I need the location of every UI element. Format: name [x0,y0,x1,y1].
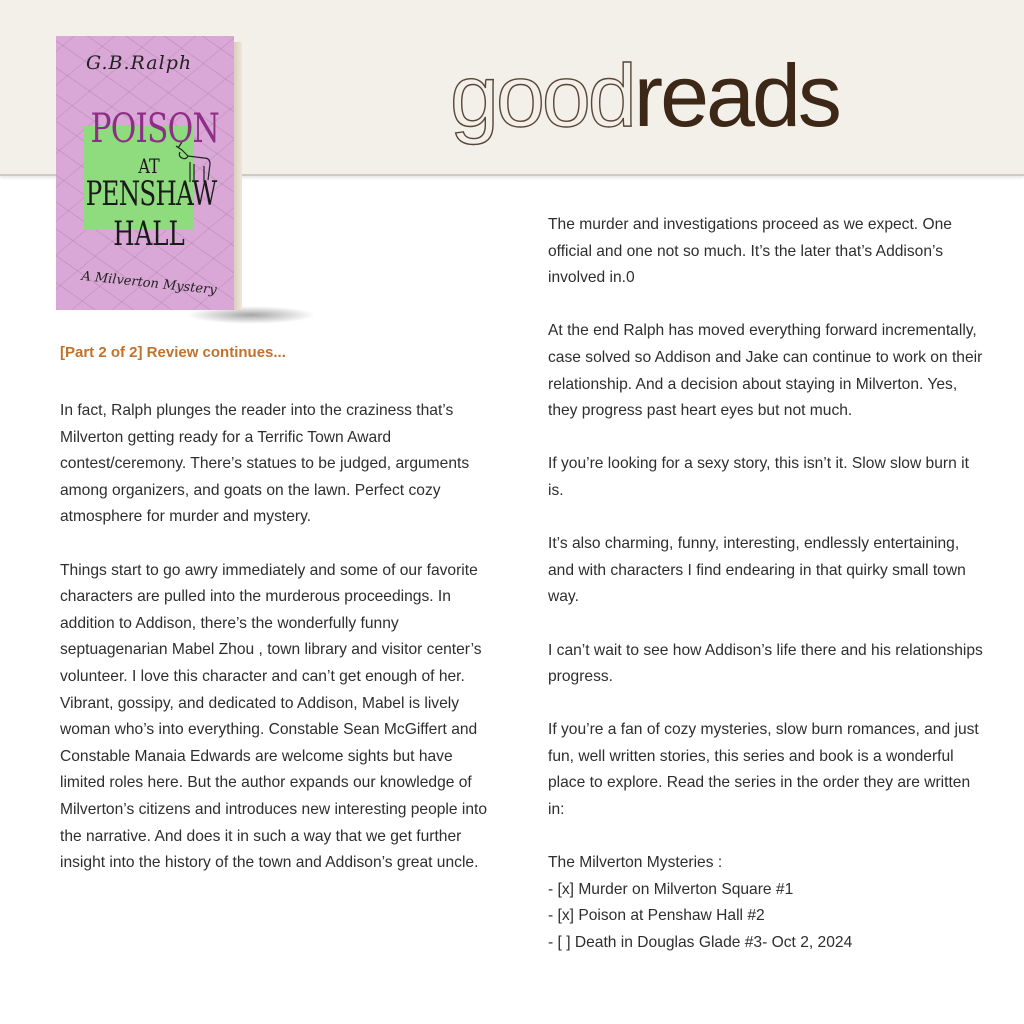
book-cover [56,36,234,310]
review-paragraph: I can’t wait to see how Addison’s life there and his relationships progress. [548,641,983,686]
series-item: - [ ] Death in Douglas Glade #3- Oct 2, 2024 [548,934,853,952]
series-list [548,877,988,957]
series-title: The Milverton Mysteries : [548,854,723,872]
cover-title-hall: HALL [113,214,185,254]
cover-title-poison: POISON [90,106,219,152]
book-cover-front [56,36,234,310]
cover-subtitle: A Milverton Mystery [80,268,218,299]
cover-title-penshaw: PENSHAW [85,174,217,214]
cover-author: G.B.Ralph [86,52,193,74]
series-item: - [x] Poison at Penshaw Hall #2 [548,907,765,925]
review-right-column [548,212,988,957]
review-paragraph: It’s also charming, funny, interesting, endlessly entertaining, and with characters I find endearing in that quirky small town way. [548,535,966,606]
logo-reads: reads [633,46,839,145]
part-label: [Part 2 of 2] Review continues... [60,344,286,361]
cover-title-at: AT [138,154,160,178]
review-paragraph: If you’re looking for a sexy story, this isn’t it. Slow slow burn it is. [548,455,969,499]
review-paragraph: At the end Ralph has moved everything forward incrementally, case solved so Addison and Jake can continue to work on their relationship. And a decision about staying in Milverton. Yes, they progress past heart eyes but not much. [548,322,983,420]
review-left-column [60,398,500,903]
review-paragraph: Things start to go awry immediately and some of our favorite characters are pulled into the murderous proceedings. In addition to Addison, there’s the wonderfully funny septuagenarian Mabel Zhou , town library and visitor center’s volunteer. I love this character and can’t get enough of her. Vibrant, gossipy, and dedicated to Addison, Mabel is lively woman who’s into everything. Constable Sean McGiffert and Constable Manaia Edwards are welcome sights but have limited roles here. But the author expands our knowledge of Milverton’s citizens and introduces new interesting people into the narrative. And does it in such a way that we get further insight into the history of the town and Addison’s great uncle. [60,561,488,872]
logo-good: good [450,46,634,145]
series-item: - [x] Murder on Milverton Square #1 [548,880,794,898]
goodreads-logo [450,46,839,145]
review-paragraph: If you’re a fan of cozy mysteries, slow burn romances, and just fun, well written stories, this series and book is a wonderful place to explore. Read the series in the order they are written in: [548,721,979,819]
review-paragraph: In fact, Ralph plunges the reader into the craziness that’s Milverton getting ready for a Terrific Town Award contest/ceremony. There’s statues to be judged, arguments among organizers, and goats on the lawn. Perfect cozy atmosphere for murder and mystery. [60,402,470,526]
review-paragraph: The murder and investigations proceed as we expect. One official and one not so much. It’s the later that’s Addison’s involved in.0 [548,216,952,287]
